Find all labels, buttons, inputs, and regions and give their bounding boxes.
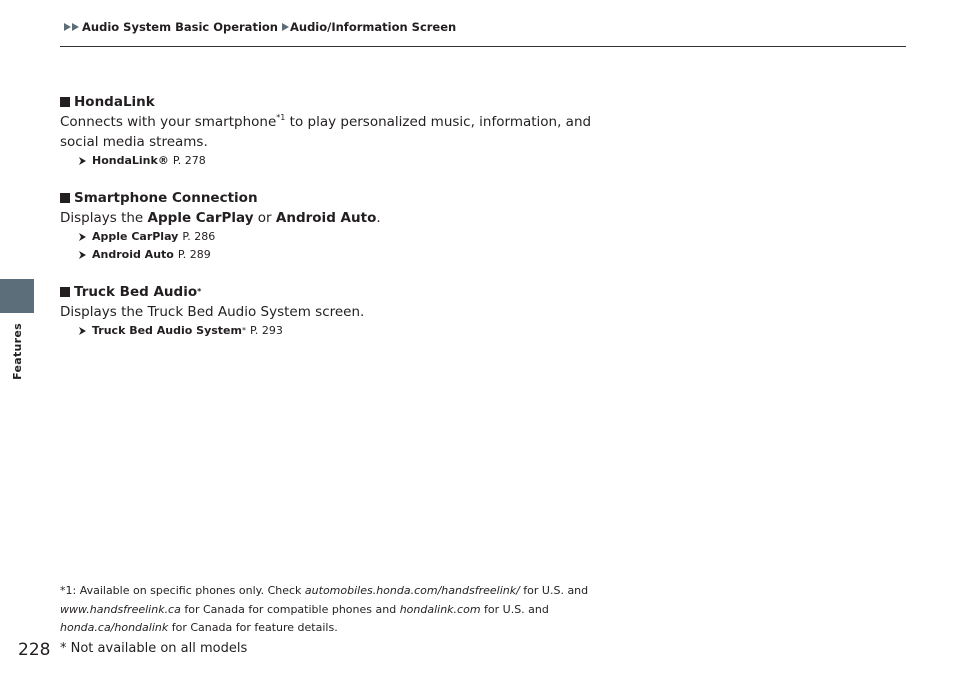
chapter-label: Features xyxy=(11,323,24,380)
cross-reference-truck-bed-audio[interactable]: Truck Bed Audio System * P. 293 xyxy=(78,322,620,340)
reference-arrow-icon xyxy=(78,232,87,242)
footnote: *1: Available on specific phones only. Check automobiles.honda.com/handsfreelink/ for U.S. and www.handsfreelink.ca for Canada for compatible phones and hondalink.com for U.S. and honda.ca/hondalink for Canada for feature details. xyxy=(60,584,589,634)
breadcrumb-item-audio-screen[interactable]: Audio/Information Screen xyxy=(289,20,457,34)
link-hondalink-ca[interactable]: honda.ca/hondalink xyxy=(60,621,169,634)
breadcrumb xyxy=(64,20,456,34)
breadcrumb-item-audio-system[interactable]: Audio System Basic Operation xyxy=(82,20,278,34)
section-body: Displays the Truck Bed Audio System screen. xyxy=(60,304,365,320)
cross-reference-carplay[interactable]: Apple CarPlay P. 286 xyxy=(78,228,620,246)
section-heading: Smartphone Connection xyxy=(60,188,620,208)
page-number: 228 xyxy=(18,640,51,660)
reference-arrow-icon xyxy=(78,156,87,166)
not-available-note: * Not available on all models xyxy=(60,641,248,656)
triangle-arrow-icon xyxy=(72,23,79,31)
chapter-tab xyxy=(0,279,34,313)
cross-reference-android-auto[interactable]: Android Auto P. 289 xyxy=(78,246,620,264)
cross-reference-hondalink[interactable]: HondaLink® P. 278 xyxy=(78,152,620,170)
triangle-arrow-icon xyxy=(282,23,289,31)
link-handsfreelink-us[interactable]: automobiles.honda.com/handsfreelink/ xyxy=(304,584,520,597)
square-bullet-icon xyxy=(60,97,70,107)
section-heading: Truck Bed Audio * xyxy=(60,282,620,302)
square-bullet-icon xyxy=(60,287,70,297)
triangle-arrow-icon xyxy=(64,23,71,31)
section-body: Displays the Apple CarPlay or Android Auto. xyxy=(60,210,381,226)
section-smartphone xyxy=(60,188,620,264)
section-truck-bed-audio xyxy=(60,282,620,340)
section-heading: HondaLink xyxy=(60,92,620,112)
section-hondalink xyxy=(60,92,620,170)
header-rule xyxy=(60,46,906,47)
reference-arrow-icon xyxy=(78,250,87,260)
main-content xyxy=(60,92,620,358)
link-hondalink-us[interactable]: hondalink.com xyxy=(399,602,481,616)
reference-arrow-icon xyxy=(78,326,87,336)
section-body: Connects with your smartphone$^{*1}$ to play personalized music, information, and social media streams. xyxy=(60,113,592,150)
square-bullet-icon xyxy=(60,193,70,203)
link-handsfreelink-ca[interactable]: www.handsfreelink.ca xyxy=(60,602,181,616)
